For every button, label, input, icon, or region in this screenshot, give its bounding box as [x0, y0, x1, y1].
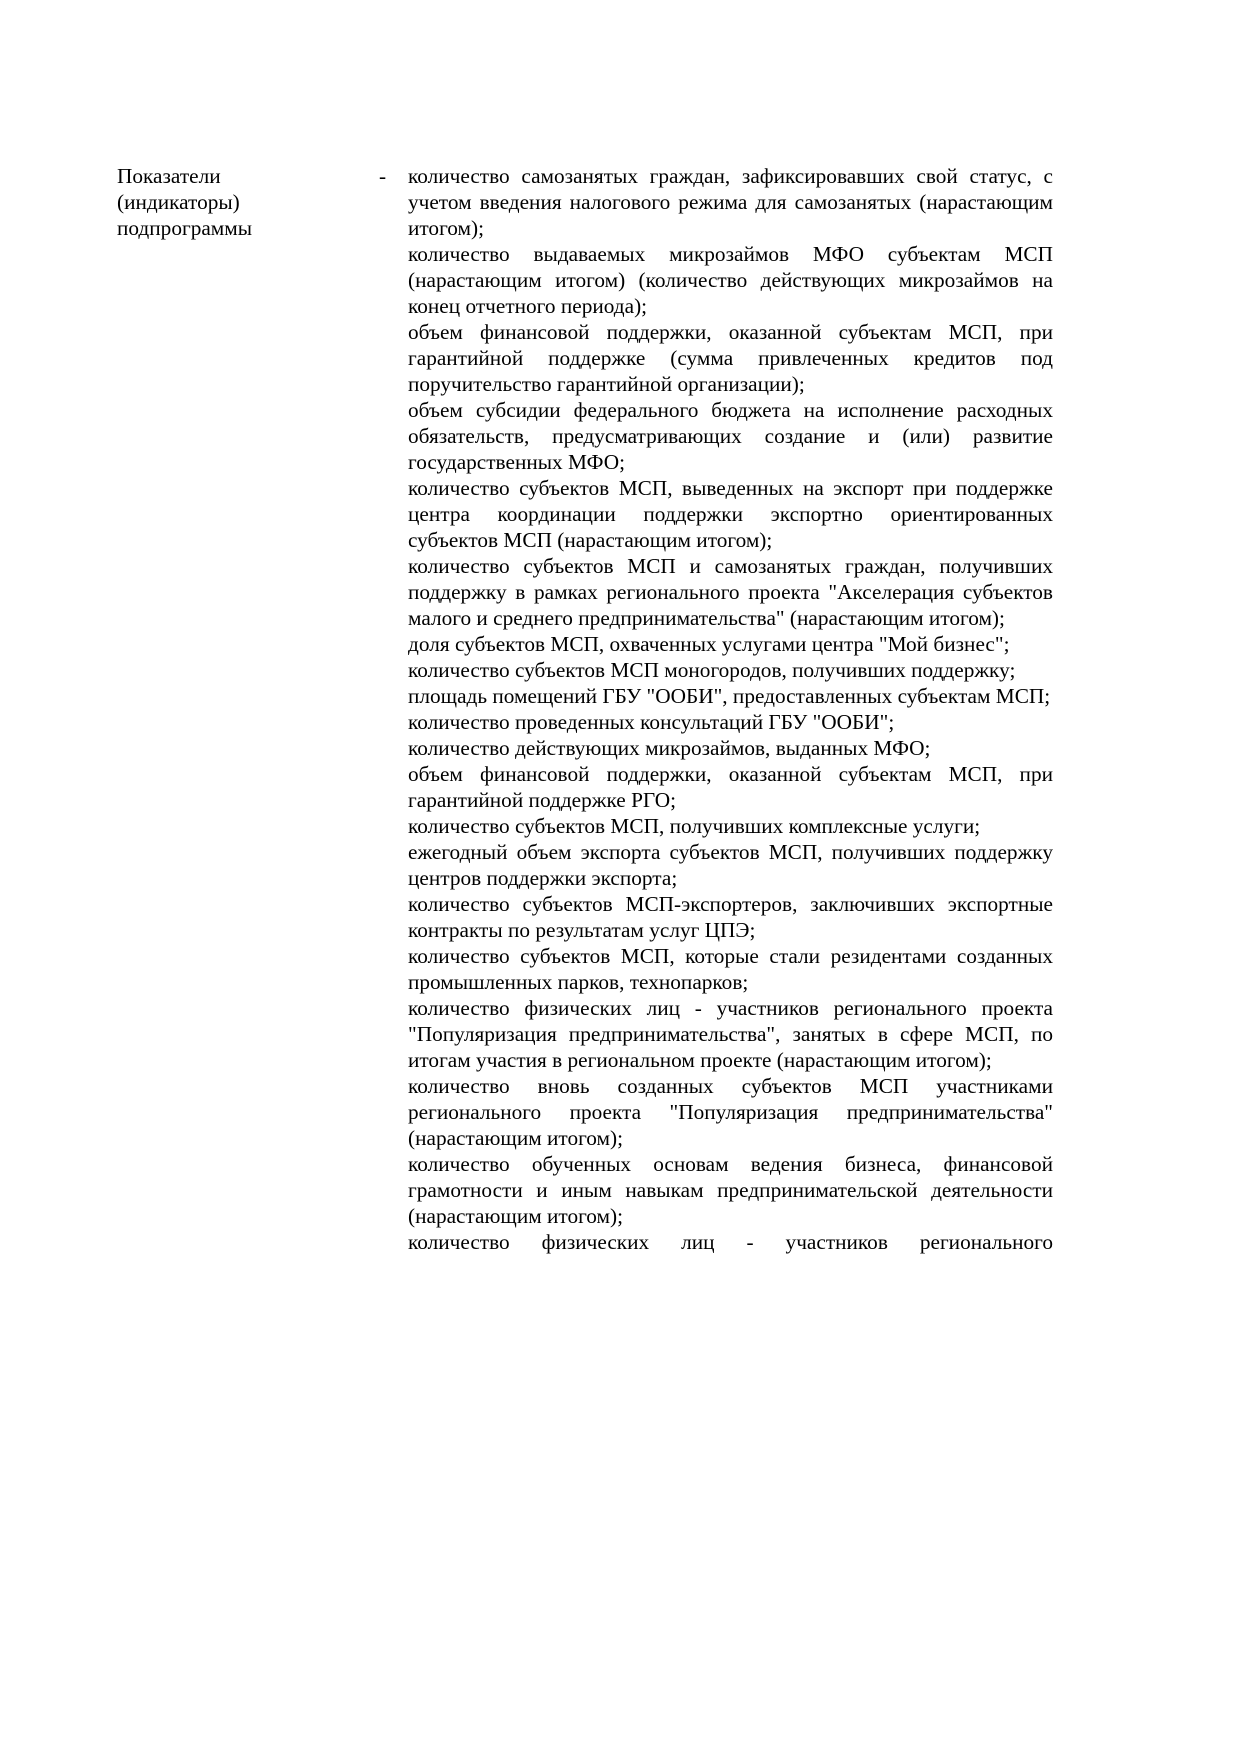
indicator-item: количество субъектов МСП, получивших комплексные услуги; [408, 814, 981, 838]
indicator-item: количество субъектов МСП-экспортеров, заключивших экспортные контракты по результатам услуг ЦПЭ; [408, 892, 1053, 942]
indicator-item: количество самозанятых граждан, зафиксировавших свой статус, с учетом введения налогового режима для самозанятых (нарастающим итогом); [408, 164, 1053, 240]
indicator-item: объем финансовой поддержки, оказанной субъектам МСП, при гарантийной поддержке РГО; [408, 762, 1053, 812]
section-label-line: Показатели [117, 164, 221, 188]
section-label-line: подпрограммы [117, 216, 253, 240]
indicator-item: ежегодный объем экспорта субъектов МСП, получивших поддержку центров поддержки экспорта; [408, 840, 1053, 890]
indicator-item: объем финансовой поддержки, оказанной субъектам МСП, при гарантийной поддержке (сумма привлеченных кредитов под поручительство гарантийной организации); [408, 320, 1053, 396]
indicator-item: количество выдаваемых микрозаймов МФО субъектам МСП (нарастающим итогом) (количество действующих микрозаймов на конец отчетного периода); [408, 242, 1053, 318]
indicator-item: объем субсидии федерального бюджета на исполнение расходных обязательств, предусматривающих создание и (или) развитие государственных МФО; [408, 398, 1053, 474]
indicator-item: количество физических лиц - участников регионального [408, 1230, 1053, 1254]
indicator-item: количество физических лиц - участников регионального проекта "Популяризация предпринимательства", занятых в сфере МСП, по итогам участия в региональном проекте (нарастающим итогом); [408, 996, 1053, 1072]
section-label [117, 163, 357, 241]
indicator-item: количество проведенных консультаций ГБУ "ООБИ"; [408, 710, 895, 734]
separator-dash: - [379, 164, 387, 188]
indicator-item: количество действующих микрозаймов, выданных МФО; [408, 736, 931, 760]
indicator-item: доля субъектов МСП, охваченных услугами центра "Мой бизнес"; [408, 632, 1010, 656]
indicators-list [408, 163, 1053, 1255]
indicator-item: количество субъектов МСП, которые стали резидентами созданных промышленных парков, технопарков; [408, 944, 1053, 994]
indicator-item: площадь помещений ГБУ "ООБИ", предоставленных субъектам МСП; [408, 684, 1051, 708]
indicator-item: количество субъектов МСП, выведенных на экспорт при поддержке центра координации поддержки экспортно ориентированных субъектов МСП (нарастающим итогом); [408, 476, 1053, 552]
indicator-item: количество субъектов МСП моногородов, получивших поддержку; [408, 658, 1016, 682]
indicator-item: количество обученных основам ведения бизнеса, финансовой грамотности и иным навыкам предпринимательской деятельности (нарастающим итогом); [408, 1152, 1053, 1228]
indicator-item: количество вновь созданных субъектов МСП участниками регионального проекта "Популяризация предпринимательства" (нарастающим итогом); [408, 1074, 1053, 1150]
section-label-line: (индикаторы) [117, 190, 240, 214]
indicator-item: количество субъектов МСП и самозанятых граждан, получивших поддержку в рамках регионального проекта "Акселерация субъектов малого и среднего предпринимательства" (нарастающим итогом); [408, 554, 1053, 630]
